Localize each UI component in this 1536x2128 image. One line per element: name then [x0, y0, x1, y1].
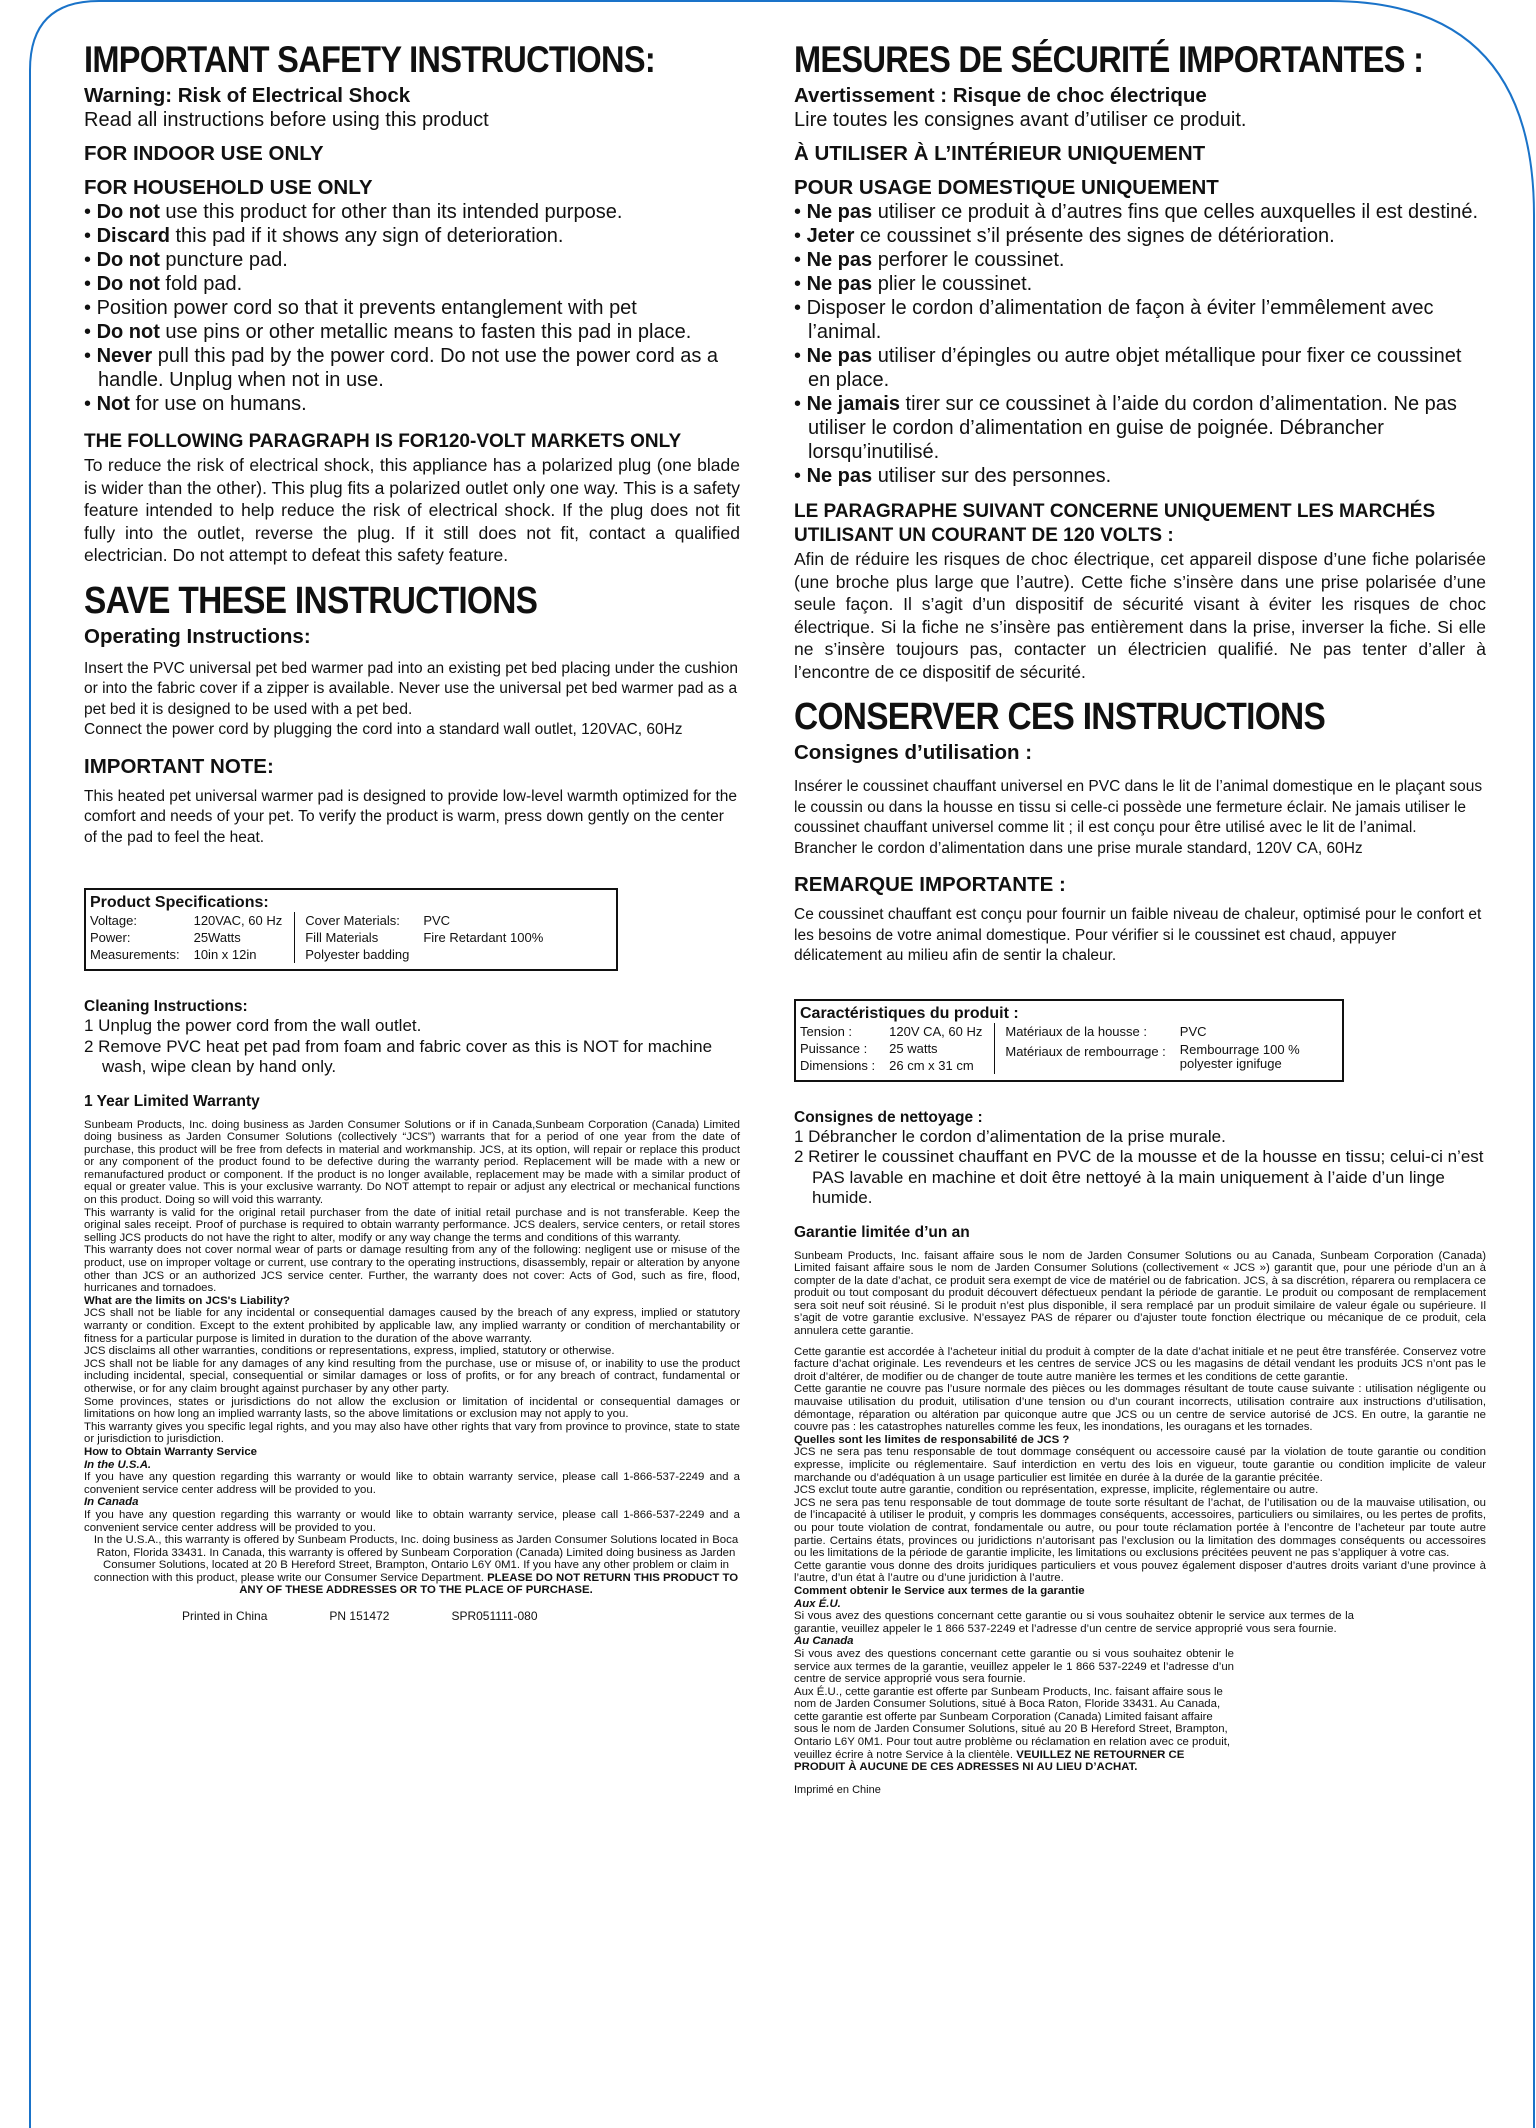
warranty-paragraph: JCS exclut toute autre garantie, condition ou représentation, expresse, implicite, réglementaire ou autre.: [794, 1484, 1319, 1497]
warranty-heading-fr: Garantie limitée d’un an: [794, 1223, 970, 1241]
list-item: • Do not puncture pad.: [84, 248, 740, 272]
polarized-text: To reduce the risk of electrical shock, this appliance has a polarized plug (one blade is wider than the other). This plug fits a polarized outlet only one way. This is a safety feature intended to help reduce the risk of electrical shock. If the plug does not fit fully into the outlet, reverse the plug. If it still does not fit, contact a qualified electrician. Do not attempt to defeat this safety feature.: [84, 455, 740, 565]
spec-value: 120V CA, 60 Hz: [889, 1023, 983, 1039]
list-item: • Do not fold pad.: [84, 272, 740, 296]
service-heading-fr: Comment obtenir le Service aux termes de la garantie: [794, 1584, 1085, 1597]
warranty-paragraph: JCS shall not be liable for any incidental or consequential damages caused by the breach of any express, implied or statutory warranty or condition. Except to the extent prohibited by applicable law, any implied warranty or condition of merchantability or fitness for a particular purpose is limited in duration to the duration of the above warranty.: [84, 1307, 740, 1345]
important-note-heading: IMPORTANT NOTE:: [84, 754, 274, 778]
spec-label: Voltage:: [90, 913, 137, 928]
usa-service-text-fr: Si vous avez des questions concernant cette garantie ou si vous souhaitez obtenir le service aux termes de la garantie, veuillez appeler le 1 866 537-2249 et l’adresse d’un centre de service approprié vous sera fournie.: [794, 1610, 1354, 1635]
warranty-paragraph: This warranty does not cover normal wear of parts or damage resulting from any of the following: negligent use or misuse of the product, use on improper voltage or current, use contrary to the operating instructions, disassembly, repair or alteration by anyone other than JCS or an authorized JCS service center. Further, the warranty does not cover: Acts of God, such as fire, flood, hurricanes and tornadoes.: [84, 1244, 740, 1295]
warning-heading: Warning: Risk of Electrical Shock: [84, 84, 411, 107]
spec-value: 25Watts: [193, 930, 241, 945]
spec-title: Product Specifications:: [90, 894, 269, 911]
warranty-body: [84, 1119, 740, 1598]
usa-service-text: If you have any question regarding this warranty or would like to obtain warranty service, please call 1-866-537-2249 and a convenient service center address will be provided to you.: [84, 1471, 740, 1496]
product-specifications-box: [84, 888, 618, 971]
spec-label: Cover Materials:: [305, 913, 400, 928]
canada-service-text: If you have any question regarding this warranty or would like to obtain warranty service, please call 1-866-537-2249 and a convenient service center address will be provided to you.: [84, 1508, 740, 1534]
spr-code: SPR051111-080: [451, 1609, 538, 1624]
list-item: 2 Retirer le coussinet chauffant en PVC de la mousse et de la housse en tissu; celui-ci n’est PAS lavable en machine et doit être nettoyé à la main uniquement à l’aide d’un linge humide.: [794, 1147, 1484, 1207]
do-not-return-notice: PLEASE DO NOT RETURN THIS PRODUCT TO ANY OF THESE ADDRESSES OR TO THE PLACE OF PURCHASE.: [239, 1571, 739, 1597]
polarized-heading-fr: LE PARAGRAPHE SUIVANT CONCERNE UNIQUEMENT LES MARCHÉS UTILISANT UN COURANT DE 120 VOLTS :: [794, 501, 1436, 546]
list-item: 2 Remove PVC heat pet pad from foam and fabric cover as this is NOT for machine wash, wipe clean by hand only.: [84, 1036, 713, 1076]
spec-value: 25 watts: [889, 1040, 938, 1056]
warranty-paragraph: JCS ne sera pas tenu responsable de tout dommage de toute sorte résultant de l’achat, de l’utilisation ou de la mauvaise utilisation, ou de l’incapacité à utiliser le produit, y compris les dommages conséquents, accessoires, particuliers ou similaires, ou les pertes de profits, ou pour toute violation de contrat, fondamentale ou autre, ou pour toute réclamation portée à l’encontre de l’acheteur par toute autre partie. Certains états, provinces ou juridictions n’autorisant pas l’exclusion ou la limitation des dommages conséquents ou accessoires ou les limitations de la période de garantie implicite, les limitations ou exclusions précitées peuvent ne pas s’appliquer à votre cas.: [794, 1496, 1486, 1560]
polarized-text-fr: Afin de réduire les risques de choc électrique, cet appareil dispose d’une fiche polarisée (une broche plus large que l’autre). Cette fiche s’insère dans une prise polarisée d’une seule façon. Il s’agit d’un dispositif de sécurité visant à éviter les risques de choc électrique. Si la fiche ne s’insère pas entièrement dans la prise, inverser la fiche. Si elle ne s’insère toujours pas, contacter un électricien qualifié. Ne pas tenter d’aller à l’encontre de ce dispositif de sécurité.: [794, 549, 1486, 682]
safety-bullet-list: [84, 200, 740, 416]
list-item: • Ne pas utiliser sur des personnes.: [794, 464, 1486, 488]
warranty-paragraph: Some provinces, states or jurisdictions do not allow the exclusion or limitation of incidental or consequential damages or limitations on how long an implied warranty lasts, so the above limitations or exclusion may not apply to you.: [84, 1395, 740, 1421]
offered-by-text: In the U.S.A., this warranty is offered by Sunbeam Products, Inc. doing business as Jarden Consumer Solutions located in Boca Raton, Florida 33431. In Canada, this warranty is offered by Sunbeam Corporation (Canada) Limited doing business as Jarden Consumer Solutions, located at 20 B Hereford Street, Brampton, Ontario L6Y 0M1. If you have any other problem or claim in connection with this product, please write our Consumer Service Department.: [93, 1534, 739, 1584]
canada-heading-fr: Au Canada: [794, 1635, 854, 1648]
list-item: • Discard this pad if it shows any sign of deterioration.: [84, 224, 740, 248]
household-use-heading: FOR HOUSEHOLD USE ONLY: [84, 176, 373, 199]
warranty-paragraph: Cette garantie ne couvre pas l’usure normale des pièces ou les dommages résultant de toute cause suivante : utilisation négligente ou mauvaise utilisation du produit, utilisation d’une tension ou d’un courant incorrects, utilisation contraire aux instructions d’utilisation, démontage, réparation ou altération par quiconque autre que JCS ou un centre de service autorisé de JCS. En outre, la garantie ne couvre pas : les catastrophes naturelles comme les feux, les inondations, les ouragans et les tornades.: [794, 1383, 1486, 1434]
spec-value: PVC: [1179, 1023, 1207, 1039]
warranty-body-fr: [794, 1250, 1486, 1774]
warranty-paragraph: This warranty is valid for the original retail purchaser from the date of initial retail purchase and is not transferable. Keep the original sales receipt. Proof of purchase is required to obtain warranty performance. JCS dealers, service centers, or retail stores selling JCS products do not have the right to alter, modify or any way change the terms and conditions of this warranty.: [84, 1206, 740, 1244]
spec-label: Power:: [90, 930, 131, 945]
list-item: 1 Unplug the power cord from the wall outlet.: [84, 1016, 422, 1035]
spec-value: Rembourrage 100 % polyester ignifuge: [1179, 1041, 1300, 1071]
warranty-paragraph: This warranty gives you specific legal rights, and you may also have other rights that vary from province to province, state to state or jurisdiction to jurisdiction.: [84, 1420, 740, 1446]
operating-text-power: Connect the power cord by plugging the cord into a standard wall outlet, 120VAC, 60Hz: [84, 721, 683, 738]
spec-label: Fill Materials: [305, 930, 379, 945]
warranty-paragraph: Cette garantie est accordée à l’acheteur initial du produit à compter de la date d’achat initiale et ne peut être transférée. Conservez votre facture d’achat originale. Les revendeurs et les centres de service JCS ou les magasins de détail vendant les produits JCS n’ont pas le droit d’altérer, de modifier ou de changer de toute autre manière les termes et les conditions de cette garantie.: [794, 1345, 1486, 1383]
spec-label: Measurements:: [90, 947, 180, 962]
list-item: • Jeter ce coussinet s’il présente des signes de détérioration.: [794, 224, 1486, 248]
list-item: • Ne jamais tirer sur ce coussinet à l’aide du cordon d’alimentation. Ne pas utiliser le cordon d’alimentation en guise de poignée. Débrancher lorsqu’inutilisé.: [794, 392, 1486, 464]
spec-value: PVC: [423, 913, 451, 928]
part-number: PN 151472: [329, 1609, 390, 1624]
list-item: • Never pull this pad by the power cord. Do not use the power cord as a handle. Unplug when not in use.: [84, 344, 740, 392]
spec-label: Puissance :: [800, 1040, 868, 1056]
list-item: • Disposer le cordon d’alimentation de façon à éviter l’emmêlement avec l’animal.: [794, 296, 1486, 344]
spec-label: Matériaux de la housse :: [1005, 1023, 1147, 1039]
usa-heading-fr: Aux É.U.: [794, 1597, 841, 1610]
warranty-paragraph: JCS shall not be liable for any damages of any kind resulting from the purchase, use or misuse of, or inability to use the product including incidental, special, consequential or similar damages or loss of profits, or for any breach of contract, fundamental or otherwise, or for any claim brought against purchaser by any other party.: [84, 1357, 740, 1395]
save-instructions-title-fr: CONSERVER CES INSTRUCTIONS: [794, 696, 1326, 738]
liability-heading-fr: Quelles sont les limites de responsabilité de JCS ?: [794, 1433, 1070, 1446]
indoor-use-heading: FOR INDOOR USE ONLY: [84, 142, 324, 165]
service-heading: How to Obtain Warranty Service: [84, 1445, 258, 1458]
spec-label: Polyester badding: [305, 947, 410, 962]
read-all-text-fr: Lire toutes les consignes avant d’utiliser ce produit.: [794, 109, 1247, 131]
spec-label: Tension :: [800, 1023, 853, 1039]
spec-value: Fire Retardant 100%: [423, 930, 544, 945]
spec-value: [423, 946, 543, 963]
list-item: • Not for use on humans.: [84, 392, 740, 416]
important-note-heading-fr: REMARQUE IMPORTANTE :: [794, 873, 1066, 896]
list-item: • Ne pas perforer le coussinet.: [794, 248, 1486, 272]
polarized-heading: THE FOLLOWING PARAGRAPH IS FOR120-VOLT MARKETS ONLY: [84, 431, 682, 452]
indoor-use-heading-fr: À UTILISER À L’INTÉRIEUR UNIQUEMENT: [794, 142, 1206, 165]
operating-text-power-fr: Brancher le cordon d’alimentation dans une prise murale standard, 120V CA, 60Hz: [794, 839, 1363, 857]
cleaning-heading: Cleaning Instructions:: [84, 998, 248, 1015]
warranty-paragraph: JCS disclaims all other warranties, conditions or representations, express, implied, statutory or otherwise.: [84, 1345, 615, 1358]
list-item: • Ne pas plier le coussinet.: [794, 272, 1486, 296]
cleaning-list-fr: [794, 1127, 1486, 1209]
spec-label: Matériaux de rembourrage :: [1005, 1043, 1166, 1059]
save-instructions-title: SAVE THESE INSTRUCTIONS: [84, 579, 538, 622]
spec-value: 10in x 12in: [193, 947, 257, 962]
read-all-text: Read all instructions before using this product: [84, 109, 489, 131]
canada-heading: In Canada: [84, 1496, 139, 1509]
operating-text: Insert the PVC universal pet bed warmer pad into an existing pet bed placing under the cushion or into the fabric cover if a zipper is available. Never use the universal pet bed warmer pad as a pet bed it is designed to be used with a pet bed.: [84, 659, 738, 718]
spec-title-fr: Caractéristiques du produit :: [800, 1004, 1019, 1022]
canada-service-text-fr: Si vous avez des questions concernant cette garantie ou si vous souhaitez obtenir le service aux termes de la garantie, veuillez appeler le 1 866 537-2249 et l’adresse d’un centre de service approprié vous sera fournie.: [794, 1647, 1234, 1686]
list-item: • Ne pas utiliser ce produit à d’autres fins que celles auxquelles il est destiné.: [794, 200, 1486, 224]
cleaning-list: [84, 1016, 740, 1078]
liability-heading: What are the limits on JCS's Liability?: [84, 1294, 290, 1307]
list-item: • Position power cord so that it prevents entanglement with pet: [84, 296, 740, 320]
spec-label: Dimensions :: [800, 1057, 876, 1073]
warranty-heading: 1 Year Limited Warranty: [84, 1092, 260, 1110]
offered-by-text-fr: Aux É.U., cette garantie est offerte par Sunbeam Products, Inc. faisant affaire sous le nom de Jarden Consumer Solutions, situé à Boca Raton, Floride 33431. Au Canada, cette garantie est offerte par Sunbeam Corporation (Canada) Limited faisant affaire sous le nom de Jarden Consumer Solutions, situé au 20 B Hereford Street, Brampton, Ontario L6Y 0M1. Pour tout autre problème ou réclamation en relation avec ce produit, veuillez écrire à notre Service à la clientèle.: [794, 1685, 1231, 1761]
list-item: • Ne pas utiliser d’épingles ou autre objet métallique pour fixer ce coussinet en place.: [794, 344, 1486, 392]
spec-value: 120VAC, 60 Hz: [193, 913, 283, 928]
print-footer: [84, 1609, 740, 1623]
list-item: • Do not use this product for other than its intended purpose.: [84, 200, 740, 224]
household-use-heading-fr: POUR USAGE DOMESTIQUE UNIQUEMENT: [794, 176, 1219, 199]
printed-in-fr: Imprimé en Chine: [794, 1783, 881, 1796]
important-note-text: This heated pet universal warmer pad is designed to provide low-level warmth optimized for the comfort and needs of your pet. To verify the product is warm, press down gently on the center of the pad to feel the heat.: [84, 787, 738, 846]
warning-heading-fr: Avertissement : Risque de choc électrique: [794, 84, 1207, 107]
usa-heading: In the U.S.A.: [84, 1458, 152, 1471]
warranty-paragraph: JCS ne sera pas tenu responsable de tout dommage conséquent ou accessoire causé par la violation de toute garantie ou condition expresse, implicite ou réglementaire. Sauf interdiction en vertu des lois en vigueur, toute garantie ou condition implicite de valeur marchande ou d’adéquation à un usage particulier est limitée en durée à la durée de la garantie précitée.: [794, 1446, 1486, 1484]
operating-heading: Operating Instructions:: [84, 624, 311, 648]
english-column: [84, 40, 740, 1623]
safety-title-fr: MESURES DE SÉCURITÉ IMPORTANTES :: [794, 39, 1424, 80]
warranty-paragraph: Sunbeam Products, Inc. faisant affaire sous le nom de Jarden Consumer Solutions ou au Canada, Sunbeam Corporation (Canada) Limited faisant affaire sous le nom de Jarden Consumer Solutions (collectivement « JCS ») garantit que, pour une période d’un an à compter de la date d’achat, ce produit sera exempt de vice de matériel ou de fabrication. JCS, à sa discrétion, réparera ou remplacera ce produit ou tout composant du produit découvert défectueux pendant la période de garantie. Le produit ou composant de remplacement sera soit neuf soit réusiné. Si le produit n’est plus disponible, il sera remplacé par un produit similaire de valeur égale ou supérieure. Il s’agit de votre garantie exclusive. N’essayez PAS de réparer ou d’ajuster toute fonction électrique ou mécanique de ce produit, cela annulera cette garantie.: [794, 1249, 1486, 1338]
french-column: [794, 40, 1486, 1796]
operating-text-fr: Insérer le coussinet chauffant universel en PVC dans le lit de l’animal domestique en le plaçant sous le coussin ou dans la housse en tissu si celle-ci possède une fermeture éclair. Ne jamais utiliser le coussinet chauffant universel comme lit ; il est conçu pour être utilisé avec le lit de l’animal.: [794, 778, 1483, 836]
list-item: 1 Débrancher le cordon d’alimentation de la prise murale.: [794, 1126, 1226, 1146]
safety-title: IMPORTANT SAFETY INSTRUCTIONS:: [84, 39, 655, 80]
product-specifications-box-fr: [794, 999, 1344, 1082]
spec-value: 26 cm x 31 cm: [889, 1057, 974, 1073]
warranty-paragraph: Sunbeam Products, Inc. doing business as Jarden Consumer Solutions or if in Canada,Sunbeam Corporation (Canada) Limited doing business as Jarden Consumer Solutions (collectively “JCS”) warrants that for a period of one year from the date of purchase, this product will be free from defects in material and workmanship. JCS, at its option, will repair or replace this product or any component of the product found to be defective during the warranty period. Replacement will be made with a new or remanufactured product or component. If the product is no longer available, replacement may be made with a similar product of equal or greater value. This is your exclusive warranty. Do NOT attempt to repair or adjust any electrical or mechanical functions on this product. Doing so will void this warranty.: [84, 1118, 740, 1207]
list-item: • Do not use pins or other metallic means to fasten this pad in place.: [84, 320, 740, 344]
safety-bullet-list-fr: [794, 200, 1486, 488]
warranty-paragraph: Cette garantie vous donne des droits juridiques particuliers et vous pouvez également disposer d’autres droits variant d’une province à l’autre, d’un état à l’autre ou d’une juridiction à l’autre.: [794, 1559, 1486, 1585]
important-note-text-fr: Ce coussinet chauffant est conçu pour fournir un faible niveau de chaleur, optimisé pour le confort et les besoins de votre animal domestique. Pour vérifier si le coussinet est chaud, appuyer délicatement au milieu afin de sentir la chaleur.: [794, 906, 1482, 964]
cleaning-heading-fr: Consignes de nettoyage :: [794, 1108, 983, 1126]
printed-in: Printed in China: [182, 1609, 268, 1624]
operating-heading-fr: Consignes d’utilisation :: [794, 741, 1033, 764]
do-not-return-notice-fr: VEUILLEZ NE RETOURNER CE PRODUIT À AUCUNE DE CES ADRESSES NI AU LIEU D’ACHAT.: [794, 1748, 1185, 1774]
